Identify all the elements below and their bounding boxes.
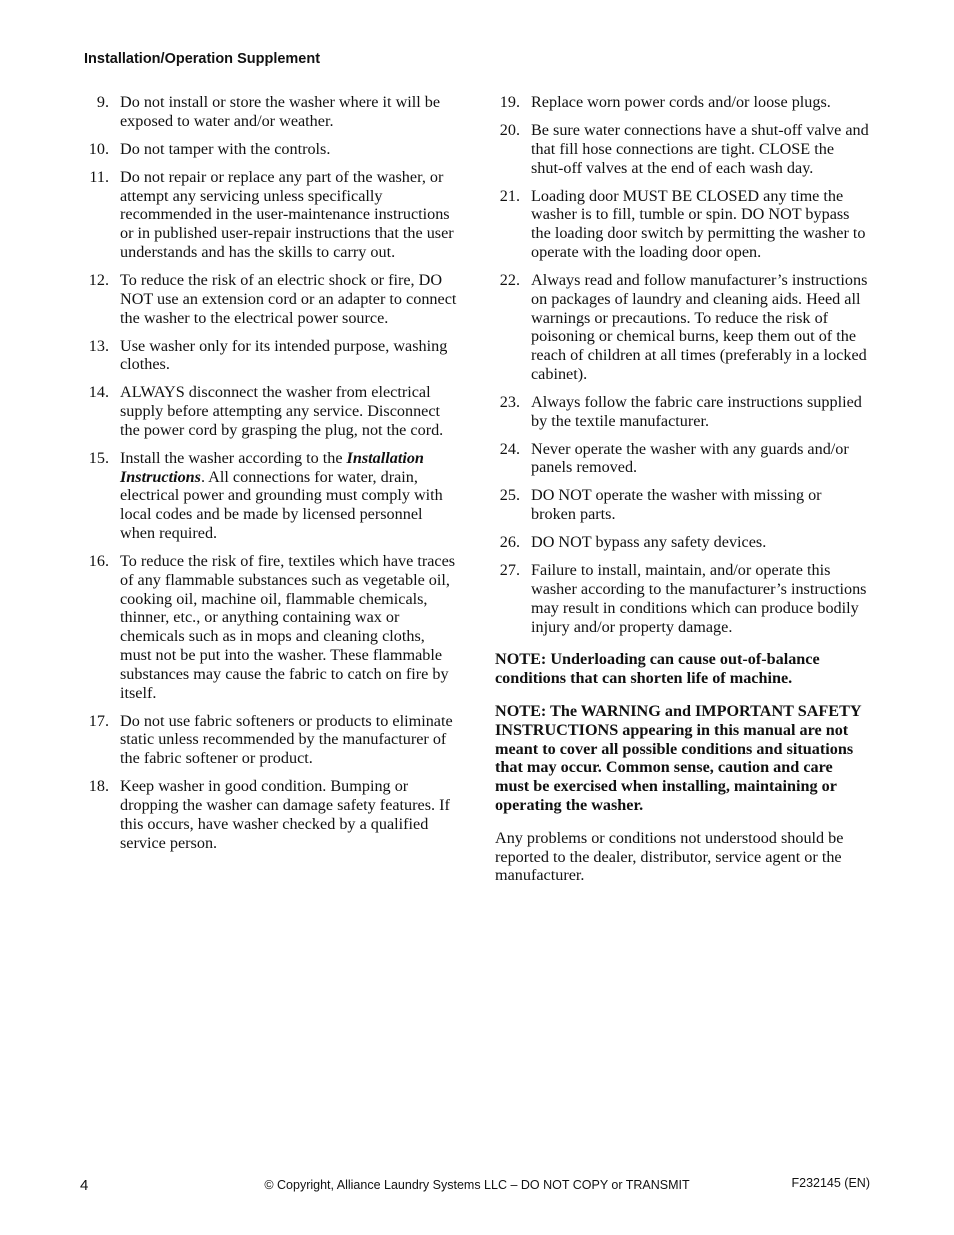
text-run: Do not tamper with the controls. [120, 139, 331, 158]
list-item-number: 22. [499, 270, 520, 289]
list-item [495, 393, 870, 431]
list-item-text [531, 393, 870, 431]
list-item-text [120, 552, 460, 702]
list-item [84, 271, 460, 327]
list-item-number: 12. [88, 270, 109, 289]
list-item-text [531, 187, 870, 262]
list-item-text [531, 561, 870, 636]
text-run: To reduce the risk of fire, textiles which have traces of any flammable substances such as vegetable oil, cooking oil, machine oil, flammable chemicals, thinner, etc., or anything containing wax or chemicals such as in mops and cleaning cloths, must not be put into the washer. These flammable substances may cause the fabric to catch on fire by itself. [120, 552, 456, 702]
list-item-text [120, 712, 460, 768]
list-item-number: 17. [88, 711, 109, 730]
right-column [495, 93, 870, 885]
list-item [84, 337, 460, 375]
list-item-number: 16. [88, 552, 109, 571]
list-item-number: 11. [89, 167, 109, 186]
list-item [495, 533, 870, 552]
list-item-number: 25. [499, 486, 520, 505]
text-run: Do not repair or replace any part of the washer, or attempt any servicing unless specifically recommended in the user-maintenance instructions or in published user-repair instructions that the user understands and has the skills to carry out. [120, 167, 454, 261]
text-run: To reduce the risk of an electric shock or fire, DO NOT use an extension cord or an adapter to connect the washer to the electrical power source. [120, 270, 457, 327]
text-run: Be sure water connections have a shut-off valve and that fill hose connections are tight. CLOSE the shut-off valves at the end of each wash day. [531, 120, 869, 177]
right-column-list [495, 93, 870, 636]
copyright-notice: © Copyright, Alliance Laundry Systems LLC – DO NOT COPY or TRANSMIT [264, 1178, 690, 1192]
list-item [84, 383, 460, 439]
list-item [84, 93, 460, 131]
text-run: . All connections for water, drain, electrical power and grounding must comply with local codes and be made by licensed personnel when required. [120, 467, 443, 543]
list-item-text [531, 533, 870, 552]
page-number: 4 [80, 1177, 89, 1194]
list-item [84, 140, 460, 159]
text-run: Never operate the washer with any guards and/or panels removed. [531, 439, 849, 477]
list-item-number: 9. [96, 93, 109, 111]
document-code: F232145 (EN) [791, 1176, 870, 1190]
page-header-title: Installation/Operation Supplement [84, 51, 321, 67]
list-item [84, 168, 460, 262]
text-run: Replace worn power cords and/or loose plugs. [531, 93, 831, 111]
list-item-number: 23. [499, 392, 520, 411]
list-item [84, 712, 460, 768]
list-item-number: 27. [499, 561, 520, 580]
list-item-text [120, 140, 460, 159]
list-item-number: 13. [88, 336, 109, 355]
list-item [495, 440, 870, 478]
text-run: DO NOT bypass any safety devices. [531, 533, 767, 552]
list-item [495, 271, 870, 384]
text-run: Install the washer according to the [120, 448, 347, 467]
text-run: Loading door MUST BE CLOSED any time the washer is to fill, tumble or spin. DO NOT bypass the loading door switch by permitting the washer to operate with the loading door open. [531, 186, 866, 261]
note-underloading: NOTE: Underloading can cause out-of-balance conditions that can shorten life of machine. [495, 650, 820, 688]
list-item-text [531, 93, 870, 112]
text-run: ALWAYS disconnect the washer from electrical supply before attempting any service. Disconnect the power cord by grasping the plug, not the cord. [120, 383, 444, 439]
text-run: Do not use fabric softeners or products to eliminate static unless recommended by the manufacturer of the fabric softener or product. [120, 711, 453, 768]
list-item-text [120, 93, 460, 131]
list-item-text [120, 383, 460, 439]
list-item-number: 18. [88, 777, 109, 796]
text-run: DO NOT operate the washer with missing or broken parts. [531, 486, 822, 524]
list-item-text [120, 449, 460, 543]
list-item-number: 21. [499, 186, 520, 205]
list-item-number: 15. [88, 448, 109, 467]
list-item-number: 10. [88, 139, 109, 158]
list-item [495, 187, 870, 262]
emphasized-text: Installation Instructions [120, 448, 424, 486]
text-run: Keep washer in good condition. Bumping or dropping the washer can damage safety features. If this occurs, have washer checked by a qualified service person. [120, 777, 450, 852]
list-item [495, 486, 870, 524]
text-run: Always read and follow manufacturer’s instructions on packages of laundry and cleaning aids. Heed all warnings or precautions. To reduce the risk of poisoning or chemical burns, keep them out of the reach of children at all times (preferably in a locked cabinet). [531, 270, 868, 383]
list-item-number: 20. [499, 120, 520, 139]
list-item-text [120, 168, 460, 262]
list-item-number: 14. [88, 383, 109, 402]
list-item-text [531, 121, 870, 177]
text-run: Do not install or store the washer where it will be exposed to water and/or weather. [120, 93, 441, 130]
list-item-number: 26. [499, 533, 520, 552]
list-item-text [120, 337, 460, 375]
text-run: Failure to install, maintain, and/or operate this washer according to the manufacturer’s instructions may result in conditions which can produce bodily injury and/or property damage. [531, 561, 867, 636]
list-item-number: 24. [499, 439, 520, 458]
list-item [495, 93, 870, 112]
list-item-text [531, 440, 870, 478]
list-item-text [120, 271, 460, 327]
list-item-text [120, 777, 460, 852]
list-item [84, 449, 460, 543]
problems-paragraph: Any problems or conditions not understood should be reported to the dealer, distributor, service agent or the manufacturer. [495, 828, 844, 885]
text-run: Use washer only for its intended purpose, washing clothes. [120, 336, 448, 374]
list-item-number: 19. [499, 93, 520, 111]
list-item [495, 561, 870, 636]
left-column-list [84, 93, 460, 862]
list-item [84, 552, 460, 702]
list-item-text [531, 271, 870, 384]
text-run: Always follow the fabric care instructions supplied by the textile manufacturer. [531, 392, 862, 430]
list-item [84, 777, 460, 852]
list-item [495, 121, 870, 177]
note-safety-instructions: NOTE: The WARNING and IMPORTANT SAFETY INSTRUCTIONS appearing in this manual are not meant to cover all possible conditions and situations that may occur. Common sense, caution and care must be exercised when installing, maintaining or operating the washer. [495, 702, 861, 814]
list-item-text [531, 486, 870, 524]
